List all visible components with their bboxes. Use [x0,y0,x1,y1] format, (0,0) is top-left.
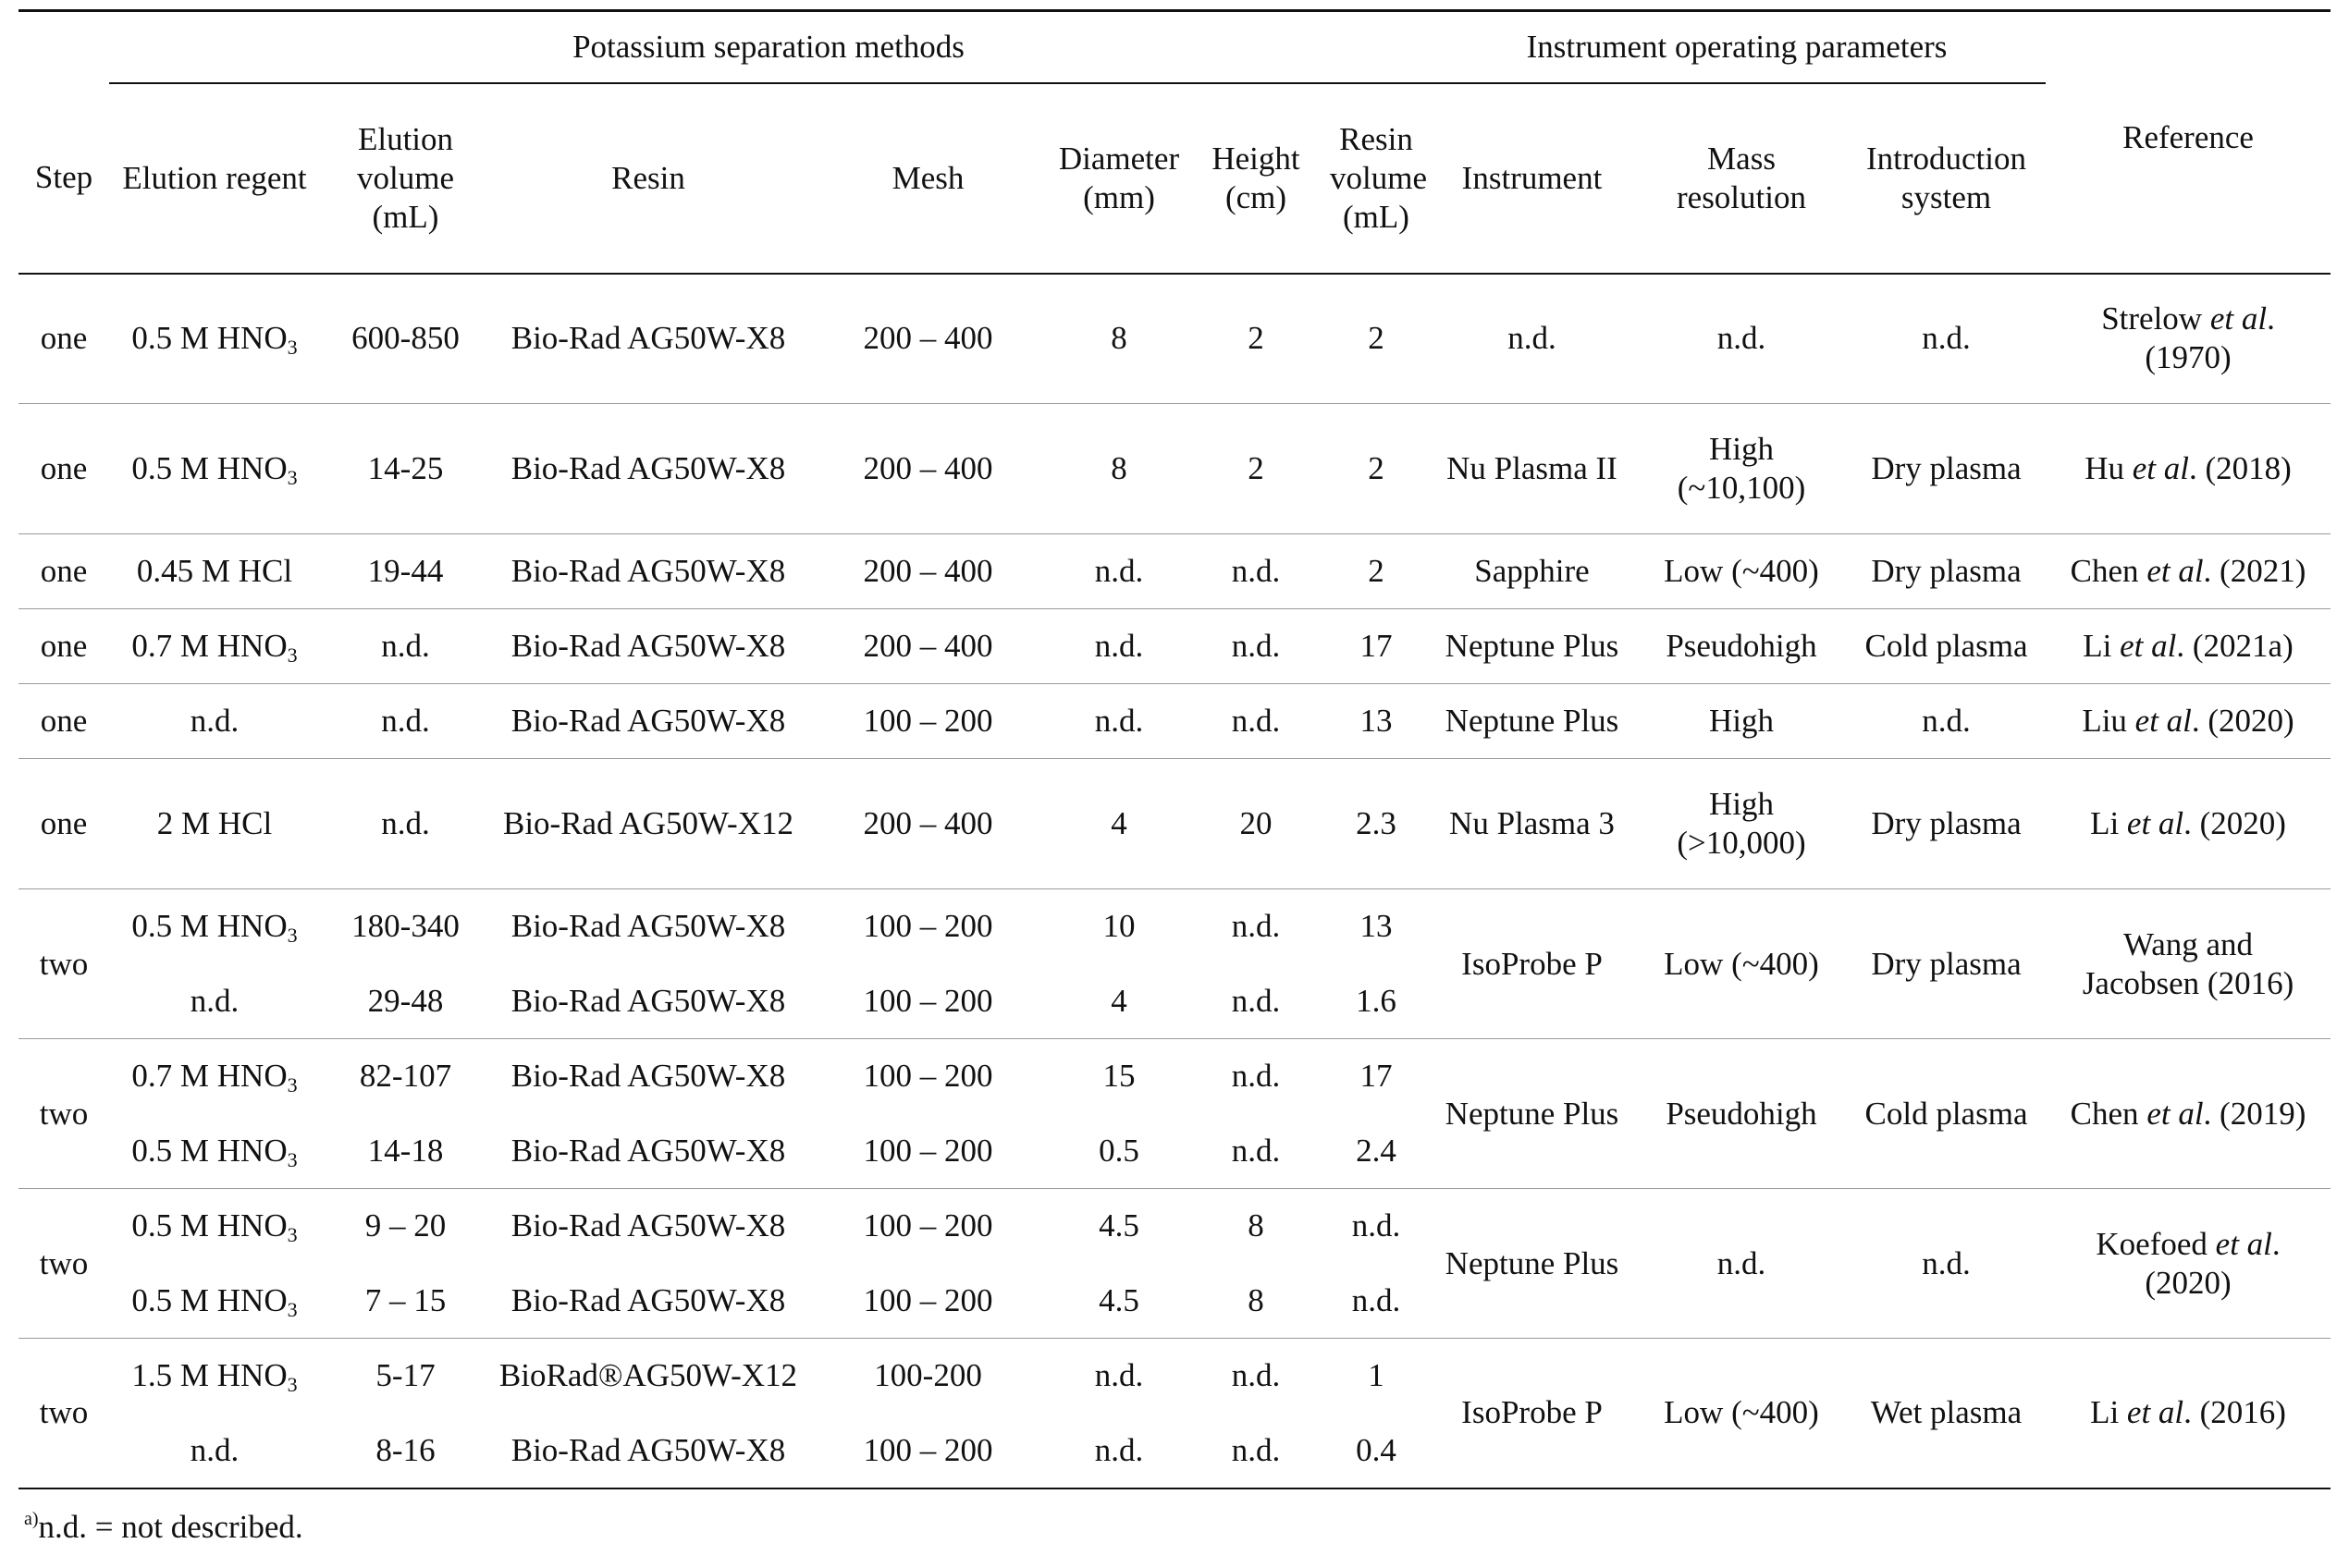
elution-volume-cell: 7 – 15 [320,1264,491,1339]
reference-author: Wang and [2122,925,2254,962]
reference-suffix: . (2018) [2188,450,2292,486]
reference-cell [2046,889,2331,1039]
col-header-step: Step [18,83,109,274]
reference-year: (2020) [2145,1264,2232,1301]
mesh-cell: 200 – 400 [806,759,1051,889]
elution-reagent-cell [109,684,320,759]
introduction-system-cell: Cold plasma [1847,1039,2046,1189]
elution-volume-cell: n.d. [320,684,491,759]
table-row [18,274,2331,404]
elution-reagent-cell [109,964,320,1039]
reagent-text: 0.5 M HNO [131,908,288,945]
header-line: Elution [357,120,454,157]
step-cell: two [18,1189,109,1339]
elution-volume-cell: 180-340 [351,908,460,945]
mass-resolution-line: High [1709,786,1774,822]
reagent-text: 0.5 M HNO [131,1132,288,1169]
step-cell: one [18,759,109,889]
instrument-cell: Sapphire [1428,534,1636,609]
diameter-cell: 4 [1051,964,1187,1039]
reference-author: Strelow [2101,300,2210,337]
table-row [18,684,2331,759]
diameter-cell: n.d. [1094,1357,1144,1394]
resin-volume-cell: n.d. [1324,1264,1428,1339]
resin-volume-cell: 17 [1359,1058,1393,1095]
elution-volume-cell: 14-25 [320,404,491,534]
resin-volume-cell: 0.4 [1324,1414,1428,1488]
reference-year: Jacobsen (2016) [2082,964,2294,1001]
reference-etal: et al [2146,1095,2204,1132]
introduction-system-cell: Dry plasma [1847,759,2046,889]
elution-reagent-cell [109,759,320,889]
reference-cell [2046,1039,2331,1189]
mesh-cell: 100 – 200 [806,1264,1051,1339]
mass-resolution-cell [1636,1189,1847,1339]
col-header-reference: Reference [2046,83,2331,274]
resin-cell: Bio-Rad AG50W-X8 [491,684,806,759]
mass-resolution-line: n.d. [1716,320,1766,357]
resin-cell: Bio-Rad AG50W-X8 [491,964,806,1039]
diameter-cell: 8 [1051,274,1187,404]
elution-volume-cell: 8-16 [320,1414,491,1488]
reference-cell [2046,1339,2331,1488]
step-cell: one [18,684,109,759]
table-row [18,759,2331,889]
col-header-elution-volume [320,83,491,274]
mass-resolution-line: Pseudohigh [1666,628,1817,664]
elution-volume-cell: n.d. [320,759,491,889]
elution-volume-cell: n.d. [320,609,491,684]
reference-line [2051,552,2325,591]
diameter-cell: 0.5 [1051,1114,1187,1189]
diameter-cell: 10 [1102,908,1136,945]
elution-reagent-cell [109,1189,320,1264]
instrument-cell: n.d. [1428,274,1636,404]
reference-author: Hu [2085,450,2133,486]
height-cell: 8 [1248,1207,1264,1244]
elution-volume-cell: 600-850 [320,274,491,404]
mass-resolution-cell [1636,1339,1847,1488]
elution-reagent-cell [109,1414,320,1488]
reagent-subscript: 3 [287,1373,298,1397]
resin-cell: Bio-Rad AG50W-X8 [491,274,806,404]
reagent-text: 0.5 M HNO [131,1207,288,1244]
reagent-subscript: 3 [287,643,298,667]
height-cell: n.d. [1187,1114,1324,1189]
diameter-cell: 4.5 [1051,1264,1187,1339]
height-cell: n.d. [1187,534,1324,609]
mass-resolution-cell [1636,274,1847,404]
table-row [18,1189,2331,1264]
height-cell: n.d. [1231,908,1281,945]
mesh-cell: 100-200 [874,1357,982,1394]
resin-volume-cell: 2.4 [1324,1114,1428,1189]
reagent-subscript: 3 [287,1297,298,1321]
reference-line [2051,449,2325,488]
elution-reagent-cell [109,1114,320,1189]
elution-reagent-cell [109,274,320,404]
resin-cell: Bio-Rad AG50W-X8 [510,908,786,945]
reagent-subscript: 3 [287,1223,298,1247]
potassium-methods-table [18,9,2331,1489]
reference-cell [2046,404,2331,534]
resin-cell: Bio-Rad AG50W-X8 [491,1114,806,1189]
reference-suffix: . [2271,1225,2281,1262]
diameter-cell: 4.5 [1099,1207,1139,1244]
height-cell: 2 [1187,274,1324,404]
reference-line [2051,925,2325,964]
table-row [18,609,2331,684]
resin-cell: Bio-Rad AG50W-X8 [491,1264,806,1339]
footnote [24,1509,303,1546]
reagent-text: 0.5 M HNO [131,1281,288,1318]
step-cell: two [18,1339,109,1488]
reference-line [2051,1225,2325,1264]
instrument-cell: Nu Plasma II [1428,404,1636,534]
step-cell: one [18,609,109,684]
reference-cell [2046,534,2331,609]
reagent-text: 0.5 M HNO [131,450,288,486]
header-line: resolution [1677,178,1806,215]
diameter-cell: n.d. [1051,1414,1187,1488]
col-header-resin: Resin [491,83,806,274]
height-cell: 2 [1187,404,1324,534]
elution-reagent-cell [109,1039,320,1114]
reference-suffix: . (2020) [2191,703,2294,739]
resin-cell: Bio-Rad AG50W-X8 [491,534,806,609]
mass-resolution-line: Low (~400) [1664,553,1819,589]
reference-suffix: . [2267,300,2275,337]
reference-cell [2046,609,2331,684]
mesh-cell: 200 – 400 [806,609,1051,684]
elution-reagent-cell [109,534,320,609]
header-line: Mass [1707,140,1776,177]
resin-cell: BioRad®AG50W-X12 [498,1357,798,1394]
resin-volume-cell: 17 [1324,609,1428,684]
mass-resolution-line: (~10,100) [1677,470,1806,506]
header-line: (mL) [372,198,439,235]
resin-volume-cell: 13 [1359,908,1393,945]
instrument-cell: Neptune Plus [1428,609,1636,684]
mass-resolution-line: Pseudohigh [1666,1095,1817,1132]
col-header-introduction-system [1847,83,2046,274]
resin-volume-cell: 2.3 [1324,759,1428,889]
mesh-cell: 100 – 200 [806,1114,1051,1189]
resin-cell: Bio-Rad AG50W-X12 [491,759,806,889]
reference-cell [2046,759,2331,889]
table-row [18,1339,2331,1414]
reference-author: Chen [2070,553,2147,589]
reagent-text: n.d. [190,703,240,739]
reagent-subscript: 3 [287,924,298,948]
reagent-subscript: 3 [287,336,298,360]
resin-cell: Bio-Rad AG50W-X8 [491,404,806,534]
introduction-system-cell: Wet plasma [1847,1339,2046,1488]
reagent-subscript: 3 [287,1147,298,1171]
table-row [18,889,2331,964]
step-cell: one [18,274,109,404]
reference-suffix: . (2019) [2203,1095,2306,1132]
height-cell: 20 [1187,759,1324,889]
resin-cell: Bio-Rad AG50W-X8 [491,609,806,684]
header-line: system [1900,178,1992,215]
reference-line [2051,1393,2325,1432]
resin-volume-cell: 13 [1324,684,1428,759]
col-header-mesh: Mesh [806,83,1051,274]
reference-line [2051,300,2325,338]
height-cell: n.d. [1231,1357,1281,1394]
header-line: (mm) [1083,178,1155,215]
mass-resolution-line: High [1709,703,1774,739]
footnote-marker: a) [24,1509,39,1529]
footnote-text: n.d. = not described. [38,1509,303,1545]
elution-volume-cell: 19-44 [320,534,491,609]
elution-volume-cell: 9 – 20 [364,1207,447,1244]
mesh-cell: 200 – 400 [806,404,1051,534]
header-line: Resin [1339,120,1413,157]
table-row [18,404,2331,534]
introduction-system-cell: Dry plasma [1847,534,2046,609]
mass-resolution-cell [1636,1039,1847,1189]
reagent-subscript: 3 [287,1073,298,1097]
reference-suffix: . (2020) [2183,805,2286,841]
header-line: volume [357,159,454,196]
mass-resolution-line: Low (~400) [1664,1394,1819,1431]
reagent-text: n.d. [190,982,240,1019]
reference-etal: et al [2132,450,2189,486]
instrument-cell: Nu Plasma 3 [1428,759,1636,889]
reference-etal: et al [2126,1394,2184,1431]
group-header-separation: Potassium separation methods [109,11,1428,83]
reference-author: Koefoed [2096,1225,2216,1262]
col-header-height [1187,83,1324,274]
header-line: (cm) [1224,178,1287,215]
reference-suffix: . (2016) [2183,1394,2286,1431]
resin-volume-cell: n.d. [1351,1207,1401,1244]
mass-resolution-line: n.d. [1716,1244,1766,1281]
mass-resolution-cell [1636,534,1847,609]
header-line: Diameter [1058,140,1180,177]
reference-suffix: . (2021) [2203,553,2306,589]
elution-volume-cell: 14-18 [320,1114,491,1189]
reagent-text: n.d. [190,1431,240,1468]
reference-author: Li [2090,805,2127,841]
elution-reagent-cell [109,1264,320,1339]
elution-reagent-cell [109,609,320,684]
reference-author: Liu [2082,703,2135,739]
table-container [18,9,2331,1489]
mesh-cell: 100 – 200 [806,964,1051,1039]
resin-cell: Bio-Rad AG50W-X8 [491,1414,806,1488]
step-cell: two [18,1039,109,1189]
mesh-cell: 100 – 200 [863,908,993,945]
resin-volume-cell: 2 [1324,404,1428,534]
mesh-cell: 200 – 400 [806,534,1051,609]
reference-line [2051,1095,2325,1133]
resin-volume-cell: 2 [1324,534,1428,609]
reference-line [2051,804,2325,843]
diameter-cell: 4 [1051,759,1187,889]
mass-resolution-line: High [1709,431,1774,467]
reference-cell [2046,1189,2331,1339]
mesh-cell: 100 – 200 [863,1058,993,1095]
col-header-mass-resolution [1636,83,1847,274]
step-cell: one [18,534,109,609]
reagent-text: 0.45 M HCl [136,553,293,589]
reference-line [2051,702,2325,741]
header-line: Height [1211,140,1300,177]
col-header-elution-reagent: Elution regent [109,83,320,274]
elution-reagent-cell [109,404,320,534]
diameter-cell: 8 [1051,404,1187,534]
diameter-cell: 15 [1102,1058,1136,1095]
header-line: Introduction [1865,140,2027,177]
height-cell: n.d. [1187,1414,1324,1488]
reference-year: (1970) [2145,339,2232,376]
reference-author: Li [2083,628,2121,664]
mesh-cell: 100 – 200 [863,1207,993,1244]
mesh-cell: 200 – 400 [806,274,1051,404]
height-cell: 8 [1187,1264,1324,1339]
mesh-cell: 100 – 200 [806,1414,1051,1488]
introduction-system-cell: n.d. [1847,1189,2046,1339]
col-header-resin-volume [1324,83,1428,274]
reagent-text: 0.5 M HNO [131,320,288,357]
elution-reagent-cell [109,1339,320,1414]
mass-resolution-cell [1636,404,1847,534]
mass-resolution-cell [1636,609,1847,684]
reference-suffix: . (2021a) [2176,628,2294,664]
diameter-cell: n.d. [1051,534,1187,609]
mass-resolution-cell [1636,889,1847,1039]
reagent-subscript: 3 [287,466,298,489]
mass-resolution-line: (>10,000) [1677,825,1806,861]
resin-volume-cell: 2 [1324,274,1428,404]
height-cell: n.d. [1231,1058,1281,1095]
introduction-system-cell: n.d. [1847,274,2046,404]
resin-cell: Bio-Rad AG50W-X8 [510,1058,786,1095]
instrument-cell: Neptune Plus [1428,684,1636,759]
introduction-system-cell: n.d. [1847,684,2046,759]
height-cell: n.d. [1187,609,1324,684]
introduction-system-cell: Dry plasma [1847,404,2046,534]
reagent-text: 0.7 M HNO [131,628,288,664]
reagent-text: 2 M HCl [156,805,273,841]
header-line: (mL) [1343,198,1409,235]
instrument-cell: IsoProbe P [1428,1339,1636,1488]
height-cell: n.d. [1187,684,1324,759]
resin-volume-cell: 1 [1368,1357,1384,1394]
reference-etal: et al [2209,300,2268,337]
mass-resolution-line: Low (~400) [1664,945,1819,982]
reagent-text: 0.7 M HNO [131,1058,288,1095]
reagent-text: 1.5 M HNO [131,1357,288,1394]
elution-volume-cell: 29-48 [320,964,491,1039]
mesh-cell: 100 – 200 [806,684,1051,759]
resin-cell: Bio-Rad AG50W-X8 [510,1207,786,1244]
table-row [18,534,2331,609]
reference-etal: et al [2120,628,2177,664]
header-line: volume [1330,159,1427,196]
step-cell: two [18,889,109,1039]
elution-volume-cell: 5-17 [375,1357,436,1394]
reference-cell [2046,684,2331,759]
elution-volume-cell: 82-107 [359,1058,452,1095]
col-header-diameter [1051,83,1187,274]
introduction-system-cell: Dry plasma [1847,889,2046,1039]
introduction-system-cell: Cold plasma [1847,609,2046,684]
height-cell: n.d. [1187,964,1324,1039]
reference-etal: et al [2134,703,2192,739]
reference-etal: et al [2126,805,2184,841]
elution-reagent-cell [109,889,320,964]
step-cell: one [18,404,109,534]
group-header-instrument: Instrument operating parameters [1428,11,2046,83]
reference-cell [2046,274,2331,404]
reference-line [2051,627,2325,666]
resin-volume-cell: 1.6 [1324,964,1428,1039]
mass-resolution-cell [1636,759,1847,889]
col-header-instrument: Instrument [1428,83,1636,274]
reference-author: Li [2090,1394,2127,1431]
reference-author: Chen [2070,1095,2147,1132]
reference-etal: et al [2146,553,2204,589]
instrument-cell: Neptune Plus [1428,1039,1636,1189]
instrument-cell: Neptune Plus [1428,1189,1636,1339]
diameter-cell: n.d. [1051,609,1187,684]
instrument-cell: IsoProbe P [1428,889,1636,1039]
table-body [18,274,2331,1488]
diameter-cell: n.d. [1051,684,1187,759]
table-row [18,1039,2331,1114]
reference-etal: et al [2215,1225,2272,1262]
mass-resolution-cell [1636,684,1847,759]
